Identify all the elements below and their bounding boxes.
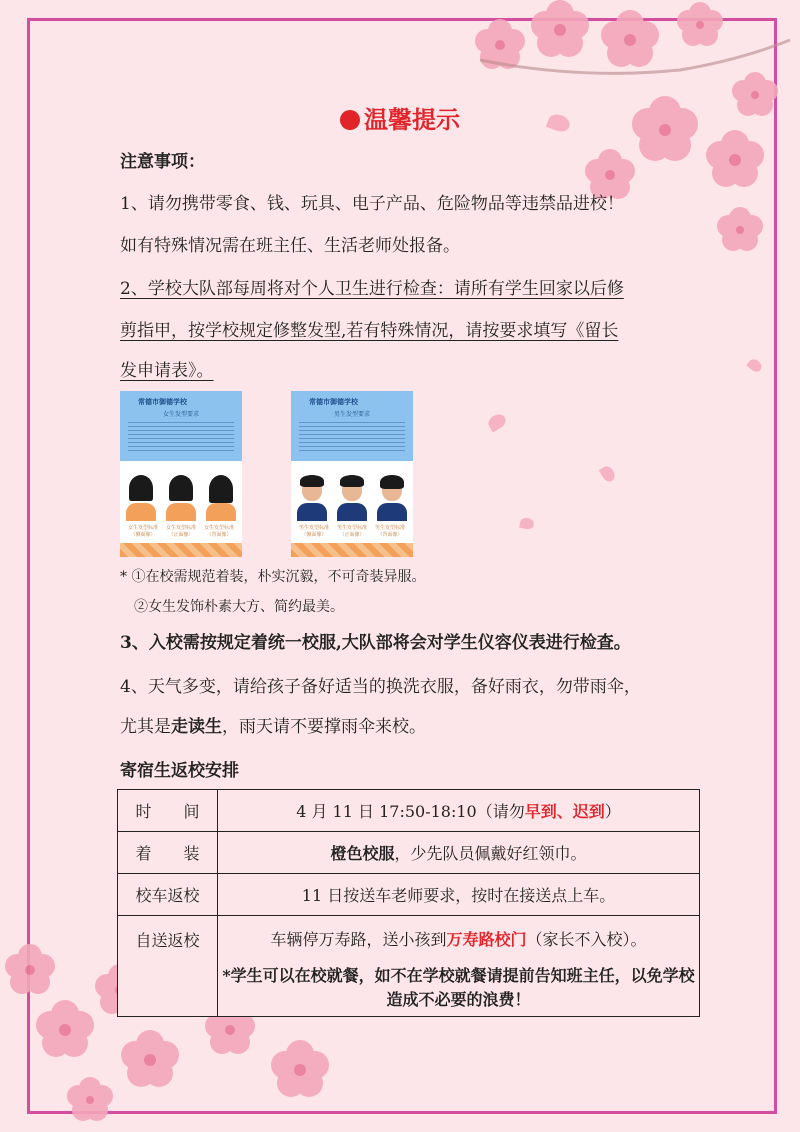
table-row <box>118 790 700 832</box>
petal-decoration <box>519 517 535 530</box>
item-2-line-3: 发申请表》。 <box>120 361 214 381</box>
boarding-heading: 寄宿生返校安排 <box>120 761 239 781</box>
item-2-line-2: 剪指甲，按学校规定修整发型,若有特殊情况，请按要求填写《留长 <box>120 321 619 341</box>
card-description-block <box>128 419 234 451</box>
page-title: 温馨提示 <box>0 100 800 135</box>
school-logo-text: 常德市御德学校 <box>309 397 358 406</box>
table-row <box>118 916 700 961</box>
item-4-line-2: 尤其是走读生，雨天请不要撑雨伞来校。 <box>120 717 426 737</box>
bus-value: 11 日按送车老师要求，按时在接送点上车。 <box>218 874 700 916</box>
item-1-line-2: 如有特殊情况需在班主任、生活老师处报备。 <box>120 236 460 256</box>
dress-value: 橙色校服，少先队员佩戴好红领巾。 <box>218 832 700 874</box>
table-row <box>118 832 700 874</box>
girl-photo-back <box>206 475 236 521</box>
time-label: 时 间 <box>118 790 218 832</box>
petal-decoration <box>746 357 764 374</box>
dress-label: 着 装 <box>118 832 218 874</box>
school-logo-text: 常德市御德学校 <box>138 397 187 406</box>
self-label: 自送返校 <box>118 916 218 1017</box>
boy-photo-back <box>377 475 407 521</box>
petal-decoration <box>599 464 617 484</box>
boarding-schedule-table <box>117 789 700 1017</box>
red-dot-icon <box>340 110 360 130</box>
petal-decoration <box>486 411 509 432</box>
dress-note-1: * ①在校需规范着装，朴实沉毅，不可奇装异服。 <box>120 569 426 585</box>
time-value: 4 月 11 日 17:50-18:10（请勿早到、迟到） <box>218 790 700 832</box>
item-4-line-1: 4、天气多变，请给孩子备好适当的换洗衣服，备好雨衣，勿带雨伞， <box>120 677 641 697</box>
boy-photo-side <box>297 475 327 521</box>
photo-caption: 女生发型标准（侧面像） <box>127 525 158 538</box>
table-row <box>118 874 700 916</box>
photo-caption: 男生发型标准（侧面像） <box>298 525 329 538</box>
photo-caption: 女生发型标准（背面像） <box>203 525 234 538</box>
girls-hair-card <box>120 391 242 557</box>
self-note: *学生可以在校就餐，如不在学校就餐请提前告知班主任，以免学校造成不必要的浪费！ <box>218 961 700 1017</box>
item-1-line-1: 1、请勿携带零食、钱、玩具、电子产品、危险物品等违禁品进校！ <box>120 194 624 214</box>
card-description-block <box>299 419 405 451</box>
girl-photo-front <box>166 475 196 521</box>
boys-hair-card <box>291 391 413 557</box>
girl-photo-side <box>126 475 156 521</box>
bus-label: 校车返校 <box>118 874 218 916</box>
boy-photo-front <box>337 475 367 521</box>
card-title: 男生发型要求 <box>333 411 370 418</box>
photo-caption: 男生发型标准（背面像） <box>374 525 405 538</box>
photo-caption: 男生发型标准（正面像） <box>336 525 367 538</box>
photo-caption: 女生发型标准（正面像） <box>165 525 196 538</box>
notes-heading: 注意事项： <box>120 152 205 172</box>
item-2-line-1: 2、学校大队部每周将对个人卫生进行检查：请所有学生回家以后修 <box>120 279 624 299</box>
item-3: 3、入校需按规定着统一校服,大队部将会对学生仪容仪表进行检查。 <box>120 633 631 653</box>
card-title: 女生发型要求 <box>162 411 199 418</box>
dress-note-2: ②女生发饰朴素大方、简约最美。 <box>134 599 344 615</box>
cherry-blossom-top-right <box>420 0 800 300</box>
self-value: 车辆停万寿路，送小孩到万寿路校门（家长不入校）。 <box>218 916 700 961</box>
